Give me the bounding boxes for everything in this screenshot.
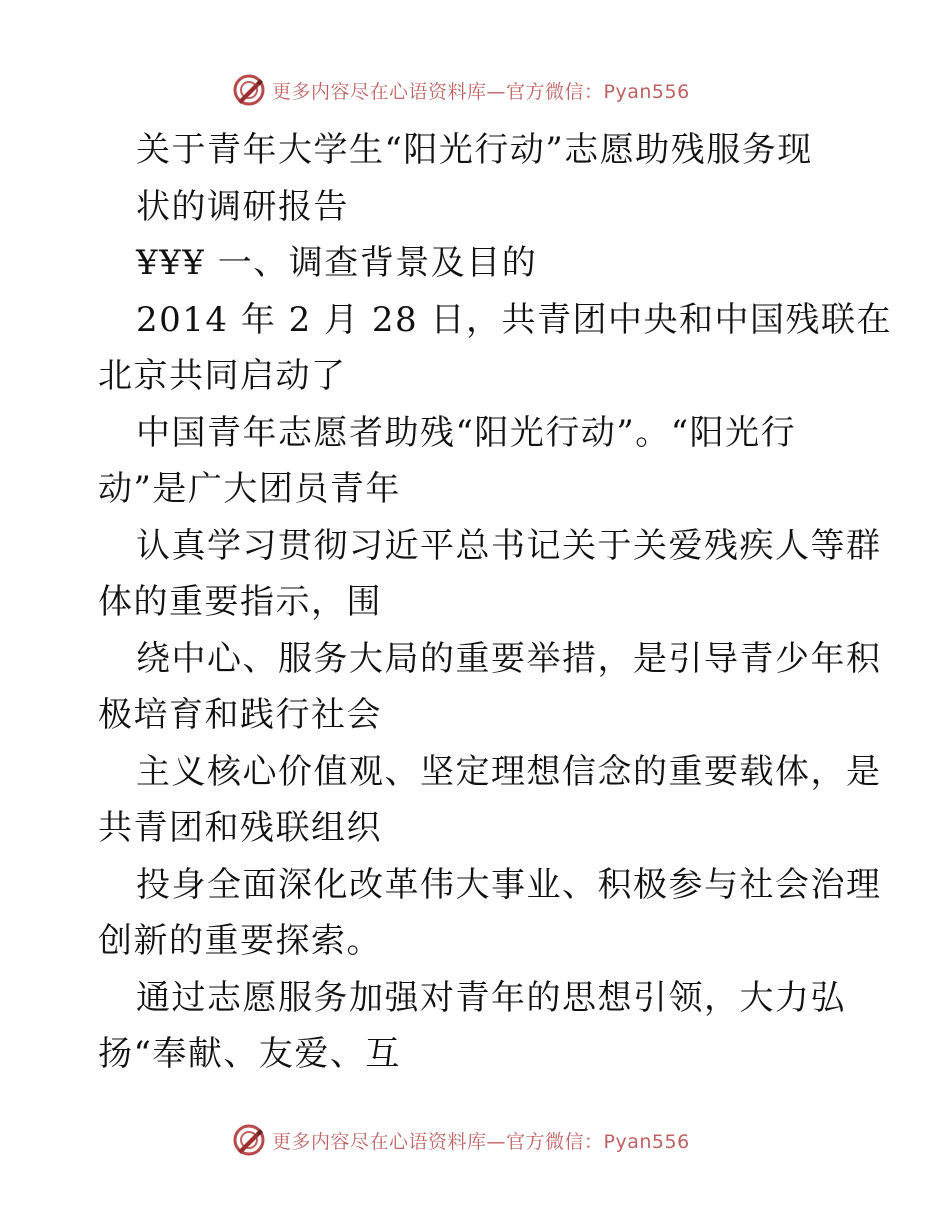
text-line: 扬“奉献、友爱、互 [98, 1034, 401, 1074]
pen-seal-icon [232, 73, 266, 107]
text-line: 绕中心、服务大局的重要举措，是引导青少年积 [136, 638, 882, 679]
document-body [98, 122, 892, 1083]
text-line: 创新的重要探索。 [98, 921, 382, 961]
text-line: 通过志愿服务加强对青年的思想引领，大力弘 [136, 977, 846, 1018]
pen-seal-icon [232, 1123, 266, 1157]
text-line: 中国青年志愿者助残“阳光行动”。“阳光行 [136, 412, 797, 453]
watermark-text: 更多内容尽在心语资料库—官方微信：Pyan556 [272, 80, 690, 103]
text-line: ¥¥¥ 一、调查背景及目的 [136, 243, 538, 283]
text-line: 体的重要指示，围 [98, 582, 382, 622]
text-line: 动”是广大团员青年 [98, 469, 401, 509]
text-line: 状的调研报告 [136, 186, 349, 227]
text-line: 北京共同启动了 [98, 356, 347, 396]
text-line: 极培育和践行社会 [98, 695, 382, 735]
text-line: 投身全面深化改革伟大事业、积极参与社会治理 [136, 864, 882, 905]
text-line: 主义核心价值观、坚定理想信念的重要载体，是 [136, 751, 882, 792]
text-line: 共青团和残联组织 [98, 808, 382, 848]
watermark-footer [232, 1122, 690, 1158]
watermark-header [232, 72, 690, 108]
text-line: 2014 年 2 月 28 日，共青团中央和中国残联在 [136, 299, 892, 340]
watermark-text: 更多内容尽在心语资料库—官方微信：Pyan556 [272, 1130, 690, 1153]
text-line: 认真学习贯彻习近平总书记关于关爱残疾人等群 [136, 525, 882, 566]
text-line: 关于青年大学生“阳光行动”志愿助残服务现 [136, 130, 813, 170]
